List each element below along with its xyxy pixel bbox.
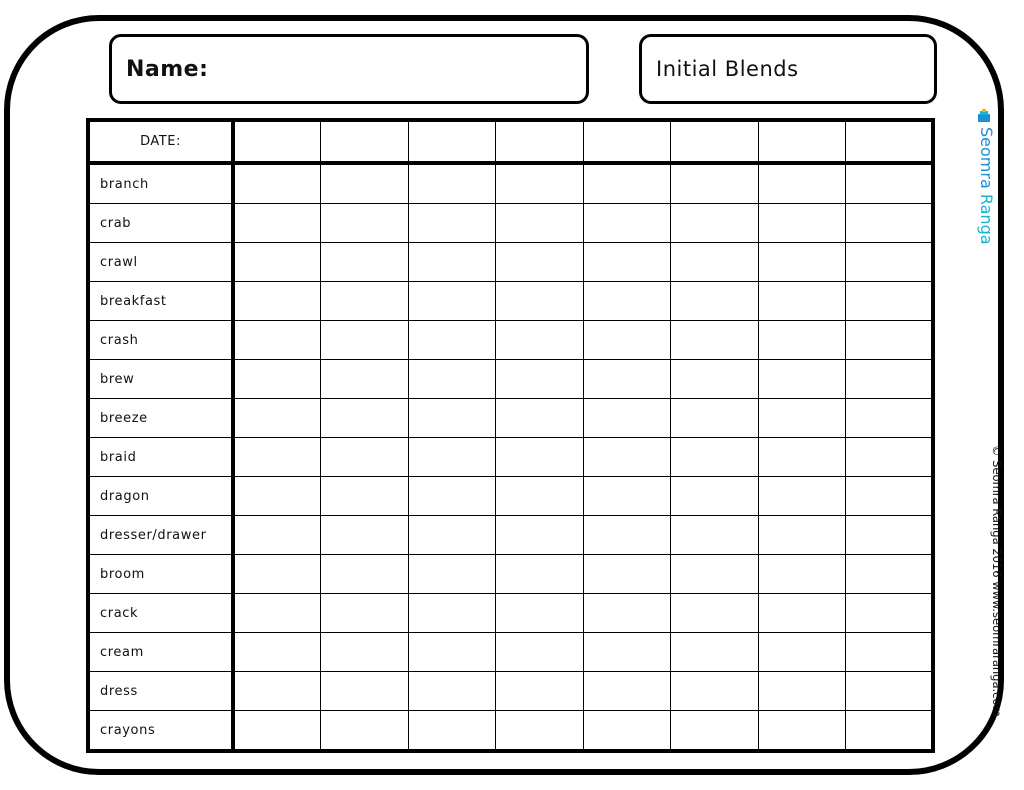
check-cell[interactable] bbox=[408, 399, 496, 438]
table-row bbox=[88, 321, 933, 360]
check-cell[interactable] bbox=[758, 516, 846, 555]
check-cell[interactable] bbox=[233, 555, 321, 594]
table-row bbox=[88, 163, 933, 204]
tracking-grid bbox=[86, 118, 935, 753]
word-label: dresser/drawer bbox=[88, 516, 233, 555]
word-label: crawl bbox=[88, 243, 233, 282]
check-cell[interactable] bbox=[233, 516, 321, 555]
check-cell[interactable] bbox=[671, 555, 759, 594]
check-cell[interactable] bbox=[758, 711, 846, 752]
check-cell[interactable] bbox=[321, 321, 409, 360]
date-cell[interactable] bbox=[846, 120, 934, 163]
check-cell[interactable] bbox=[321, 282, 409, 321]
word-label: crack bbox=[88, 594, 233, 633]
check-cell[interactable] bbox=[408, 204, 496, 243]
check-cell[interactable] bbox=[671, 516, 759, 555]
word-label: braid bbox=[88, 438, 233, 477]
check-cell[interactable] bbox=[671, 672, 759, 711]
check-cell[interactable] bbox=[583, 516, 671, 555]
check-cell[interactable] bbox=[408, 477, 496, 516]
check-cell[interactable] bbox=[496, 477, 584, 516]
brand-logo bbox=[966, 105, 1006, 245]
check-cell[interactable] bbox=[233, 360, 321, 399]
check-cell[interactable] bbox=[408, 555, 496, 594]
check-cell[interactable] bbox=[758, 399, 846, 438]
check-cell[interactable] bbox=[321, 711, 409, 752]
table-row bbox=[88, 633, 933, 672]
check-cell[interactable] bbox=[671, 360, 759, 399]
check-cell[interactable] bbox=[846, 633, 934, 672]
word-label: crab bbox=[88, 204, 233, 243]
check-cell[interactable] bbox=[496, 204, 584, 243]
table-row bbox=[88, 204, 933, 243]
check-cell[interactable] bbox=[846, 204, 934, 243]
word-label: branch bbox=[88, 163, 233, 204]
check-cell[interactable] bbox=[496, 633, 584, 672]
check-cell[interactable] bbox=[758, 321, 846, 360]
check-cell[interactable] bbox=[583, 163, 671, 204]
check-cell[interactable] bbox=[321, 516, 409, 555]
check-cell[interactable] bbox=[583, 633, 671, 672]
check-cell[interactable] bbox=[846, 399, 934, 438]
check-cell[interactable] bbox=[321, 633, 409, 672]
date-cell[interactable] bbox=[758, 120, 846, 163]
check-cell[interactable] bbox=[846, 516, 934, 555]
check-cell[interactable] bbox=[408, 163, 496, 204]
word-label: breakfast bbox=[88, 282, 233, 321]
table-row bbox=[88, 516, 933, 555]
check-cell[interactable] bbox=[408, 282, 496, 321]
check-cell[interactable] bbox=[408, 711, 496, 752]
check-cell[interactable] bbox=[496, 672, 584, 711]
table-row bbox=[88, 438, 933, 477]
table-row bbox=[88, 711, 933, 752]
check-cell[interactable] bbox=[671, 438, 759, 477]
check-cell[interactable] bbox=[758, 163, 846, 204]
word-label: crayons bbox=[88, 711, 233, 752]
check-cell[interactable] bbox=[496, 516, 584, 555]
date-cell[interactable] bbox=[408, 120, 496, 163]
check-cell[interactable] bbox=[758, 555, 846, 594]
date-header-row bbox=[88, 120, 933, 163]
table-row bbox=[88, 594, 933, 633]
date-cell[interactable] bbox=[583, 120, 671, 163]
check-cell[interactable] bbox=[233, 633, 321, 672]
check-cell[interactable] bbox=[758, 477, 846, 516]
table-row bbox=[88, 360, 933, 399]
table-row bbox=[88, 672, 933, 711]
date-cell[interactable] bbox=[496, 120, 584, 163]
check-cell[interactable] bbox=[233, 438, 321, 477]
check-cell[interactable] bbox=[233, 711, 321, 752]
check-cell[interactable] bbox=[583, 360, 671, 399]
check-cell[interactable] bbox=[233, 672, 321, 711]
check-cell[interactable] bbox=[846, 163, 934, 204]
table-row bbox=[88, 282, 933, 321]
logo-word-1: Seomra bbox=[977, 127, 996, 189]
logo-word-2: Ranga bbox=[977, 193, 996, 245]
check-cell[interactable] bbox=[583, 555, 671, 594]
check-cell[interactable] bbox=[671, 243, 759, 282]
check-cell[interactable] bbox=[671, 321, 759, 360]
check-cell[interactable] bbox=[758, 594, 846, 633]
check-cell[interactable] bbox=[321, 360, 409, 399]
check-cell[interactable] bbox=[846, 282, 934, 321]
table-row bbox=[88, 555, 933, 594]
check-cell[interactable] bbox=[233, 477, 321, 516]
check-cell[interactable] bbox=[846, 672, 934, 711]
check-cell[interactable] bbox=[321, 204, 409, 243]
word-label: brew bbox=[88, 360, 233, 399]
check-cell[interactable] bbox=[671, 477, 759, 516]
check-cell[interactable] bbox=[496, 360, 584, 399]
check-cell[interactable] bbox=[583, 282, 671, 321]
check-cell[interactable] bbox=[583, 204, 671, 243]
check-cell[interactable] bbox=[583, 399, 671, 438]
word-label: dress bbox=[88, 672, 233, 711]
check-cell[interactable] bbox=[408, 633, 496, 672]
check-cell[interactable] bbox=[758, 204, 846, 243]
check-cell[interactable] bbox=[321, 672, 409, 711]
check-cell[interactable] bbox=[846, 243, 934, 282]
check-cell[interactable] bbox=[583, 711, 671, 752]
word-label: broom bbox=[88, 555, 233, 594]
table-row bbox=[88, 399, 933, 438]
date-cell[interactable] bbox=[233, 120, 321, 163]
check-cell[interactable] bbox=[233, 163, 321, 204]
check-cell[interactable] bbox=[496, 163, 584, 204]
check-cell[interactable] bbox=[496, 594, 584, 633]
date-cell[interactable] bbox=[321, 120, 409, 163]
check-cell[interactable] bbox=[671, 163, 759, 204]
check-cell[interactable] bbox=[496, 711, 584, 752]
check-cell[interactable] bbox=[758, 438, 846, 477]
check-cell[interactable] bbox=[758, 243, 846, 282]
check-cell[interactable] bbox=[671, 282, 759, 321]
check-cell[interactable] bbox=[846, 477, 934, 516]
check-cell[interactable] bbox=[408, 438, 496, 477]
check-cell[interactable] bbox=[496, 321, 584, 360]
check-cell[interactable] bbox=[846, 360, 934, 399]
check-cell[interactable] bbox=[846, 555, 934, 594]
check-cell[interactable] bbox=[671, 711, 759, 752]
brand-logo-text bbox=[977, 127, 996, 245]
date-cell[interactable] bbox=[671, 120, 759, 163]
check-cell[interactable] bbox=[408, 516, 496, 555]
word-label: crash bbox=[88, 321, 233, 360]
date-header-label: DATE: bbox=[88, 120, 233, 163]
check-cell[interactable] bbox=[321, 243, 409, 282]
check-cell[interactable] bbox=[758, 360, 846, 399]
check-cell[interactable] bbox=[496, 555, 584, 594]
check-cell[interactable] bbox=[321, 438, 409, 477]
check-cell[interactable] bbox=[233, 594, 321, 633]
check-cell[interactable] bbox=[321, 477, 409, 516]
table-row bbox=[88, 243, 933, 282]
copyright-notice: © Seomra Ranga 2016 www.seomraranga.com bbox=[990, 445, 1004, 717]
check-cell[interactable] bbox=[321, 163, 409, 204]
check-cell[interactable] bbox=[321, 399, 409, 438]
check-cell[interactable] bbox=[583, 243, 671, 282]
check-cell[interactable] bbox=[758, 633, 846, 672]
check-cell[interactable] bbox=[496, 399, 584, 438]
check-cell[interactable] bbox=[233, 321, 321, 360]
check-cell[interactable] bbox=[408, 243, 496, 282]
check-cell[interactable] bbox=[846, 594, 934, 633]
word-label: breeze bbox=[88, 399, 233, 438]
check-cell[interactable] bbox=[496, 282, 584, 321]
check-cell[interactable] bbox=[496, 243, 584, 282]
check-cell[interactable] bbox=[233, 204, 321, 243]
check-cell[interactable] bbox=[583, 438, 671, 477]
check-cell[interactable] bbox=[671, 399, 759, 438]
check-cell[interactable] bbox=[321, 594, 409, 633]
check-cell[interactable] bbox=[583, 672, 671, 711]
check-cell[interactable] bbox=[583, 321, 671, 360]
title-box bbox=[639, 34, 937, 104]
check-cell[interactable] bbox=[758, 672, 846, 711]
word-label: cream bbox=[88, 633, 233, 672]
check-cell[interactable] bbox=[846, 711, 934, 752]
name-label: Name: bbox=[126, 56, 209, 82]
check-cell[interactable] bbox=[408, 360, 496, 399]
check-cell[interactable] bbox=[846, 438, 934, 477]
check-cell[interactable] bbox=[408, 594, 496, 633]
check-cell[interactable] bbox=[233, 243, 321, 282]
check-cell[interactable] bbox=[671, 633, 759, 672]
check-cell[interactable] bbox=[583, 477, 671, 516]
check-cell[interactable] bbox=[758, 282, 846, 321]
check-cell[interactable] bbox=[321, 555, 409, 594]
check-cell[interactable] bbox=[408, 672, 496, 711]
page-title: Initial Blends bbox=[656, 57, 799, 81]
check-cell[interactable] bbox=[671, 204, 759, 243]
check-cell[interactable] bbox=[583, 594, 671, 633]
check-cell[interactable] bbox=[408, 321, 496, 360]
name-field-box[interactable] bbox=[109, 34, 589, 104]
check-cell[interactable] bbox=[496, 438, 584, 477]
book-icon bbox=[977, 109, 991, 123]
check-cell[interactable] bbox=[846, 321, 934, 360]
check-cell[interactable] bbox=[671, 594, 759, 633]
check-cell[interactable] bbox=[233, 399, 321, 438]
check-cell[interactable] bbox=[233, 282, 321, 321]
word-label: dragon bbox=[88, 477, 233, 516]
table-row bbox=[88, 477, 933, 516]
